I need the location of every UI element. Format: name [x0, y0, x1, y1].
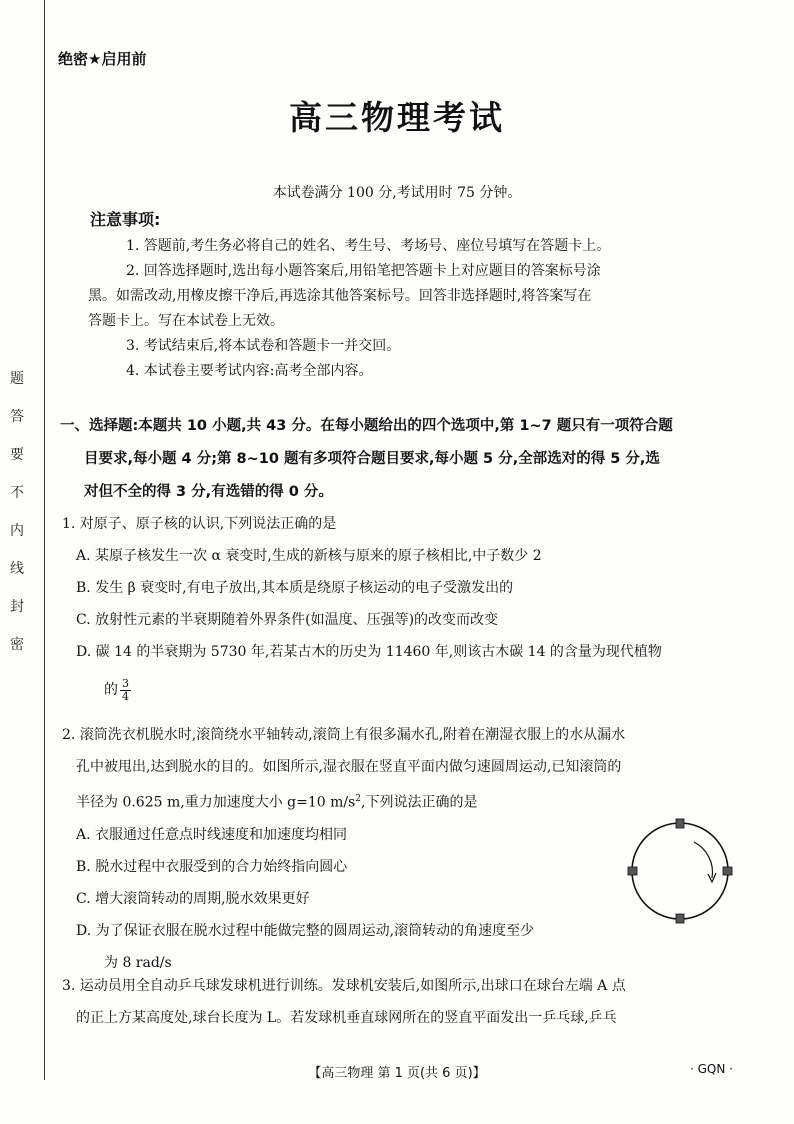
superscript: 2 [355, 794, 362, 804]
section-line: 对但不全的得 3 分,有选错的得 0 分。 [84, 484, 333, 500]
option-d: D. 为了保证衣服在脱水过程中能做完整的圆周运动,滚筒转动的角速度至少 [76, 922, 535, 939]
note-item: 黑。如需改动,用橡皮擦干净后,再选涂其他答案标号。回答非选择题时,将答案写在 [88, 288, 592, 304]
fraction-numerator: 3 [122, 676, 129, 690]
footer-code: · GQN · [690, 1062, 733, 1076]
binding-warning [6, 360, 28, 664]
note-item: 2. 回答选择题时,选出每小题答案后,用铅笔把答题卡上对应题目的答案标号涂 [126, 263, 601, 279]
warning-char: 线 [10, 561, 24, 577]
question-stem: 的正上方某高度处,球台长度为 L。若发球机垂直球网所在的竖直平面发出一乒乓球,乒乓 [76, 1010, 617, 1026]
page-footer: 【高三物理 第 1 页(共 6 页)】 [308, 1066, 486, 1081]
page-title: 高三物理考试 [289, 98, 505, 137]
option-b: B. 脱水过程中衣服受到的合力始终指向圆心 [76, 858, 348, 875]
stem-text: 半径为 0.625 m,重力加速度大小 g=10 m/s [76, 794, 356, 811]
option-c: C. 增大滚筒转动的周期,脱水效果更好 [76, 890, 310, 907]
option-a: A. 衣服通过任意点时线速度和加速度均相同 [76, 826, 348, 843]
hole-right [723, 867, 732, 875]
warning-char: 题 [10, 371, 24, 387]
section-line: 一、选择题:本题共 10 小题,共 43 分。在每小题给出的四个选项中,第 1~7 题只有一项符合题 [60, 418, 673, 434]
rotation-arrow [694, 842, 712, 878]
fraction-denominator: 4 [122, 689, 129, 703]
warning-char: 密 [10, 637, 24, 653]
question-3 [62, 970, 752, 1034]
option-b: B. 发生 β 衰变时,有电子放出,其本质是绕原子核运动的电子受激发出的 [76, 580, 514, 596]
option-d-text: 的 [104, 682, 118, 698]
notes-list [88, 234, 718, 384]
note-item: 1. 答题前,考生务必将自己的姓名、考生号、考场号、座位号填写在答题卡上。 [126, 238, 611, 254]
section-line: 目要求,每小题 4 分;第 8~10 题有多项符合题目要求,每小题 5 分,全部选对的得 5 分,选 [84, 451, 660, 467]
confidential-label: 绝密★启用前 [58, 50, 147, 68]
warning-char: 不 [10, 485, 24, 501]
question-stem [62, 783, 752, 819]
drum-figure [624, 816, 736, 926]
note-item: 4. 本试卷主要考试内容:高考全部内容。 [126, 363, 373, 379]
hole-bottom [676, 914, 684, 923]
question-stem: 孔中被甩出,达到脱水的目的。如图所示,湿衣服在竖直平面内做匀速圆周运动,已知滚筒的 [76, 759, 622, 775]
question-1 [62, 508, 752, 712]
notes-heading: 注意事项: [90, 210, 161, 229]
note-item: 答题卡上。写在本试卷上无效。 [88, 313, 284, 329]
question-stem: 3. 运动员用全自动乒乓球发球机进行训练。发球机安装后,如图所示,出球口在球台左端 A 点 [62, 978, 626, 994]
hole-left [628, 867, 637, 875]
binding-line [44, 0, 45, 1080]
section-instructions [60, 410, 750, 509]
option-a: A. 某原子核发生一次 α 衰变时,生成的新核与原来的原子核相比,中子数少 2 [76, 548, 542, 564]
question-stem: 1. 对原子、原子核的认识,下列说法正确的是 [62, 516, 337, 532]
note-item: 3. 考试结束后,将本试卷和答题卡一并交回。 [126, 338, 401, 354]
drum-circle [632, 823, 728, 919]
exam-info: 本试卷满分 100 分,考试用时 75 分钟。 [272, 185, 522, 201]
warning-char: 要 [10, 447, 24, 463]
fraction [120, 678, 131, 703]
stem-text: ,下列说法正确的是 [361, 794, 478, 811]
option-c: C. 放射性元素的半衰期随着外界条件(如温度、压强等)的改变而改变 [76, 612, 499, 628]
warning-char: 内 [10, 523, 24, 539]
option-d: D. 碳 14 的半衰期为 5730 年,若某古木的历史为 11460 年,则该古木碳 14 的含量为现代植物 [76, 644, 662, 660]
option-d-continued [62, 668, 752, 712]
warning-char: 封 [10, 599, 24, 615]
warning-char: 答 [10, 409, 24, 425]
option-d-continued: 为 8 rad/s [104, 954, 172, 971]
question-stem: 2. 滚筒洗衣机脱水时,滚筒绕水平轴转动,滚筒上有很多漏水孔,附着在潮湿衣服上的水从漏水 [62, 727, 626, 743]
hole-top [676, 819, 684, 828]
